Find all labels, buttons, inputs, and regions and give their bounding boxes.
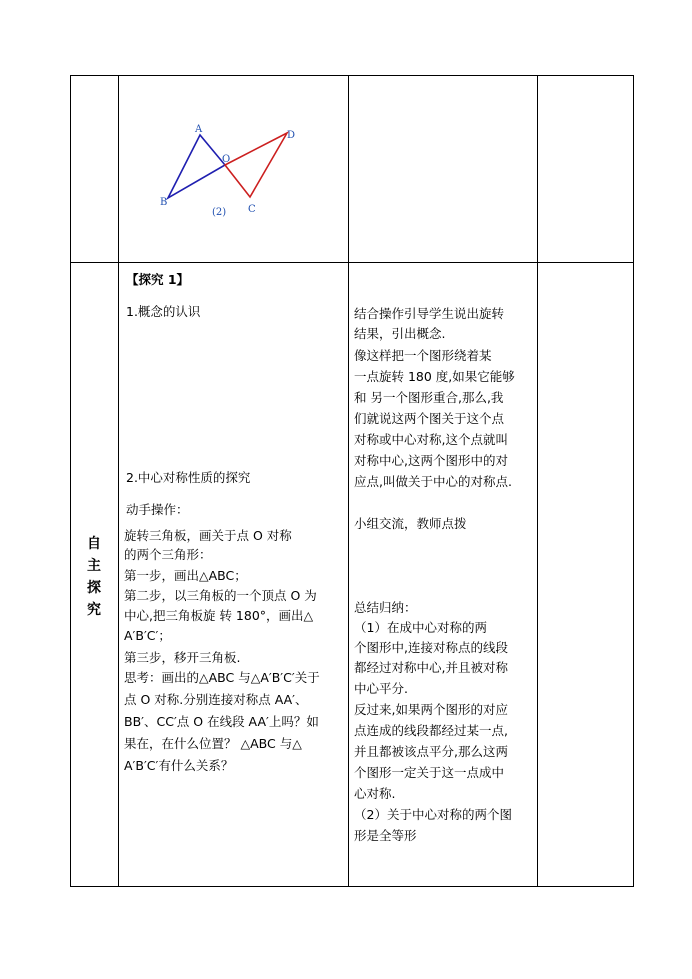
summary-line: 个图形中,连接对称点的线段 xyxy=(354,640,508,655)
figure-caption: (2) xyxy=(212,207,227,218)
table-border-top xyxy=(70,75,634,76)
activity-line: 对称中心,这两个图形中的对 xyxy=(354,453,508,468)
property-item: 2.中心对称性质的探究 xyxy=(126,470,251,485)
concept-item: 1.概念的认识 xyxy=(126,304,201,319)
summary-line: 心对称. xyxy=(354,786,396,801)
content-line: 思考：画出的△ABC 与△A′B′C′关于 xyxy=(124,670,320,685)
label-b: B xyxy=(160,197,168,208)
section-label-char-4: 究 xyxy=(87,602,101,618)
summary-line: （1）在成中心对称的两 xyxy=(354,620,487,635)
table-border-bottom xyxy=(70,886,634,887)
label-a: A xyxy=(195,124,203,135)
activity-line: 对称或中心对称,这个点就叫 xyxy=(354,432,508,447)
summary-line: 反过来,如果两个图形的对应 xyxy=(354,702,508,717)
section-label-char-2: 主 xyxy=(87,558,101,574)
content-line: 第一步，画出△ABC； xyxy=(124,568,247,583)
summary-line: （2）关于中心对称的两个图 xyxy=(354,807,512,822)
activity-line: 结合操作引导学生说出旋转 xyxy=(354,306,505,321)
table-border-right xyxy=(633,75,634,887)
content-line: 第三步，移开三角板. xyxy=(124,650,241,665)
summary-line: 并且都被该点平分,那么这两 xyxy=(354,744,508,759)
activity-line: 应点,叫做关于中心的对称点. xyxy=(354,474,512,489)
content-line: A′B′C′有什么关系？ xyxy=(124,758,234,773)
content-line: BB′、CC′点 O 在线段 AA′上吗？如 xyxy=(124,714,319,729)
summary-line: 点连成的线段都经过某一点, xyxy=(354,723,508,738)
content-line: 的两个三角形： xyxy=(124,547,212,562)
activity-line: 像这样把一个图形绕着某 xyxy=(354,348,492,363)
summary-line: 都经过对称中心,并且被对称 xyxy=(354,660,508,675)
section-label-char-3: 探 xyxy=(87,580,101,596)
table-border-left xyxy=(70,75,71,887)
summary-line: 中心平分. xyxy=(354,681,408,696)
table-col-divider-1 xyxy=(118,75,119,887)
content-line: 中心,把三角板旋 转 180°，画出△ xyxy=(124,608,314,623)
hands-on-label: 动手操作： xyxy=(126,502,189,517)
content-line: 果在，在什么位置？ △ABC 与△ xyxy=(124,736,302,751)
content-line: 第二步，以三角板的一个顶点 O 为 xyxy=(124,588,317,603)
activity-line: 们就说这两个图关于这个点 xyxy=(354,411,505,426)
triangle-odc xyxy=(225,133,287,197)
content-line: A′B′C′； xyxy=(124,628,171,643)
content-line: 点 O 对称.分别连接对称点 AA′、 xyxy=(124,692,308,707)
section-label-char-1: 自 xyxy=(87,536,101,552)
label-c: C xyxy=(248,204,256,215)
summary-title: 总结归纳： xyxy=(354,600,417,615)
table-row-divider xyxy=(70,262,634,263)
triangle-abo xyxy=(168,135,225,198)
central-symmetry-figure xyxy=(150,115,310,225)
table-col-divider-3 xyxy=(537,75,538,887)
explore-heading: 【探究 1】 xyxy=(126,272,190,287)
activity-line: 和 另一个图形重合,那么,我 xyxy=(354,390,504,405)
summary-line: 个图形一定关于这一点成中 xyxy=(354,765,505,780)
label-o: O xyxy=(222,154,231,165)
summary-line: 形是全等形 xyxy=(354,828,417,843)
table-col-divider-2 xyxy=(348,75,349,887)
group-discussion: 小组交流，教师点拨 xyxy=(354,516,467,531)
activity-line: 结果，引出概念. xyxy=(354,326,446,341)
activity-line: 一点旋转 180 度,如果它能够 xyxy=(354,369,515,384)
content-line: 旋转三角板，画关于点 O 对称 xyxy=(124,528,292,543)
label-d: D xyxy=(287,130,296,141)
